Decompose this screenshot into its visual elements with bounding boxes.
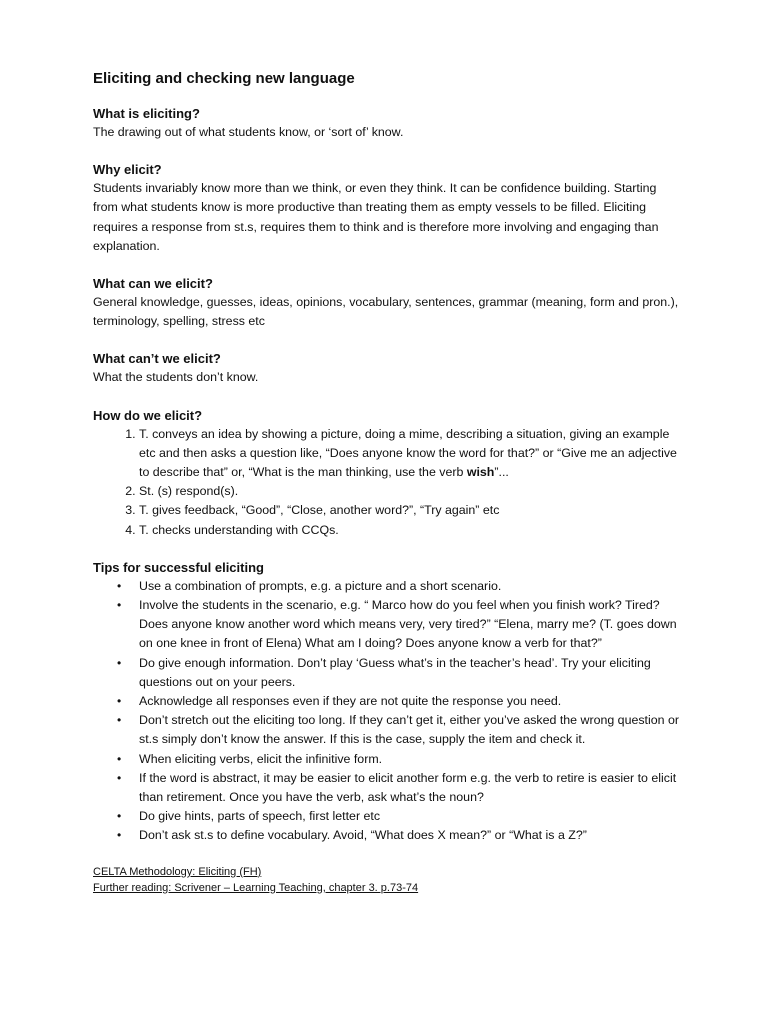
section-body: Students invariably know more than we think, or even they think. It can be confidence building. Starting from what students know is more productive than treating them as empty vessels to be filled. Eliciting requires a response from st.s, requires them to think and is therefore more involving and engaging than explanation.	[93, 181, 659, 253]
document-page	[93, 68, 683, 896]
list-item	[139, 425, 683, 483]
list-item: 2. St. (s) respond(s).	[139, 482, 683, 501]
section-body: The drawing out of what students know, or ‘sort of’ know.	[93, 125, 404, 139]
numbered-steps-list	[93, 425, 683, 540]
list-item	[117, 692, 683, 711]
tip-text: Don’t ask st.s to define vocabulary. Avoid, “What does X mean?” or “What is a Z?”	[139, 828, 587, 843]
list-item	[117, 711, 683, 749]
section-body: What the students don’t know.	[93, 370, 259, 385]
list-item	[117, 654, 683, 692]
tip-text: Do give hints, parts of speech, first letter etc	[139, 809, 381, 824]
step-text-end: ”...	[494, 465, 509, 480]
step-bold-word: wish	[466, 465, 495, 480]
bullet-icon: •	[117, 694, 122, 709]
tip-text: Involve the students in the scenario, e.g. “ Marco how do you feel when you finish work? Tired? Does anyone know another word which means very, very tired?” “Elena, marry me? (T. goes down on one knee in front of Elena) What am I doing? Does anyone know a verb for that?”	[139, 598, 677, 651]
section-heading: What can’t we elicit?	[93, 351, 221, 367]
list-item: 4. T. checks understanding with CCQs.	[139, 521, 683, 540]
tip-text: If the word is abstract, it may be easier to elicit another form e.g. the verb to retire is easier to elicit than retirement. Once you have the verb, ask what’s the noun?	[139, 770, 677, 805]
bullet-icon: •	[117, 809, 122, 824]
bullet-icon: •	[117, 828, 122, 843]
footer-source: CELTA Methodology: Eliciting (FH)	[93, 865, 262, 878]
tips-list	[93, 577, 683, 846]
section-tips	[93, 558, 683, 846]
section-body: General knowledge, guesses, ideas, opinions, vocabulary, sentences, grammar (meaning, form and pron.), terminology, spelling, stress etc	[93, 295, 679, 329]
tip-text: When eliciting verbs, elicit the infinitive form.	[139, 751, 383, 766]
bullet-icon: •	[117, 751, 122, 766]
section-heading: Tips for successful eliciting	[93, 559, 264, 575]
bullet-icon: •	[117, 713, 122, 728]
section-heading: How do we elicit?	[93, 407, 203, 423]
section-how-do-we-elicit	[93, 406, 683, 540]
list-item	[117, 577, 683, 596]
list-item: 3. T. gives feedback, “Good”, “Close, another word?”, “Try again” etc	[139, 501, 683, 520]
list-item	[117, 750, 683, 769]
document-footer	[93, 864, 683, 896]
document-title: Eliciting and checking new language	[93, 70, 355, 87]
bullet-icon: •	[117, 770, 122, 785]
section-what-cant-we-elicit	[93, 349, 683, 387]
section-what-is-eliciting	[93, 104, 683, 142]
section-heading: What is eliciting?	[93, 106, 200, 121]
footer-further-reading: Further reading: Scrivener – Learning Teaching, chapter 3. p.73-74	[93, 881, 419, 894]
list-item	[117, 826, 683, 845]
tip-text: Don’t stretch out the eliciting too long. If they can’t get it, either you’ve asked the wrong question or st.s simply don’t know the answer. If this is the case, supply the item and check it.	[139, 713, 679, 747]
list-item	[117, 596, 683, 654]
section-heading: What can we elicit?	[93, 276, 213, 292]
section-why-elicit	[93, 160, 683, 256]
tip-text: Acknowledge all responses even if they are not quite the response you need.	[139, 694, 562, 709]
step-text: T. conveys an idea by showing a picture, doing a mime, describing a situation, giving an example etc and then asks a question like, “Does anyone know the word for that?” or “Give me an adjective to describe that” or, “What is the man thinking, use the verb	[139, 426, 677, 480]
list-item	[117, 769, 683, 807]
list-item	[117, 807, 683, 826]
section-heading: Why elicit?	[93, 162, 162, 178]
bullet-icon: •	[117, 655, 122, 670]
bullet-icon: •	[117, 598, 122, 613]
bullet-icon: •	[117, 578, 122, 593]
tip-text: Use a combination of prompts, e.g. a picture and a short scenario.	[139, 578, 502, 593]
section-what-can-we-elicit	[93, 274, 683, 331]
tip-text: Do give enough information. Don’t play ‘Guess what’s in the teacher’s head’. Try your eliciting questions out on your peers.	[139, 655, 651, 689]
